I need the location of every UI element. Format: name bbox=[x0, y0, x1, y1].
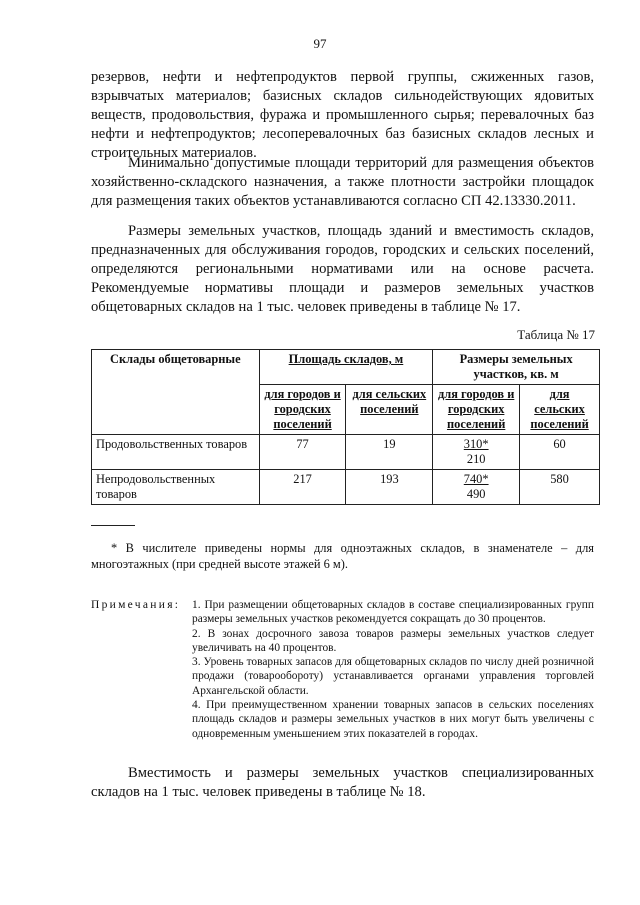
subheader-land-city bbox=[433, 385, 520, 435]
footnote: * В числителе приведены нормы для одноэтажных складов, в знаменателе – для многоэтажных (при средней высоте этажей 6 м). bbox=[91, 541, 594, 571]
page-number: 97 bbox=[313, 36, 327, 51]
paragraph-min-areas bbox=[91, 154, 594, 211]
header-warehouses: Склады общетоварные bbox=[92, 350, 260, 435]
cell-land-rural: 60 bbox=[520, 435, 600, 470]
paragraph-text: резервов, нефти и нефтепродуктов первой группы, сжиженных газов, взрывчатых материалов; базисных складов сильнодействующих ядовитых веществ, продовольствия, фуража и промышленного сырья; перевалочных баз нефти и нефтепродуктов; лесоперевалочных баз базисных складов лесных и строительных материалов. bbox=[91, 69, 594, 161]
fraction-numerator: 740* bbox=[463, 472, 489, 486]
table-header-row bbox=[92, 350, 600, 385]
header-area-text: Площадь складов, м bbox=[288, 352, 404, 366]
paragraph-sizes bbox=[91, 222, 594, 317]
cell-area-rural: 193 bbox=[346, 470, 433, 505]
fraction-denominator: 210 bbox=[466, 452, 486, 466]
subheader-text: для сельских поселений bbox=[530, 387, 589, 431]
note-item: 1. При размещении общетоварных складов в составе специализированных групп размеры земельных участков рекомендуется сокращать до 30 процентов. bbox=[192, 599, 594, 626]
header-land: Размеры земельных участков, кв. м bbox=[433, 350, 600, 385]
notes-label: Примечания: bbox=[91, 599, 181, 611]
cell-land-city bbox=[433, 470, 520, 505]
note-item: 2. В зонах досрочного завоза товаров размеры земельных участков следует увеличивать на 40 процентов. bbox=[192, 627, 594, 654]
row-name: Продовольственных товаров bbox=[92, 435, 260, 470]
cell-land-rural: 580 bbox=[520, 470, 600, 505]
subheader-land-rural bbox=[520, 385, 600, 435]
cell-area-city: 77 bbox=[259, 435, 346, 470]
fraction-numerator: 310* bbox=[463, 437, 489, 451]
paragraph-text: Минимально допустимые площади территорий для размещения объектов хозяйственно-складского назначения, а также плотности застройки площадок для размещения таких объектов устанавливаются согласно СП 42.13330.2011. bbox=[91, 155, 594, 209]
paragraph-final bbox=[91, 764, 594, 802]
table-row bbox=[92, 435, 600, 470]
header-area bbox=[259, 350, 433, 385]
warehouse-norms-table bbox=[91, 349, 600, 505]
subheader-area-city bbox=[259, 385, 346, 435]
paragraph-text: Вместимость и размеры земельных участков специализированных складов на 1 тыс. человек приведены в таблице № 18. bbox=[91, 765, 594, 800]
subheader-text: для городов и городских поселений bbox=[264, 387, 341, 431]
note-item: 3. Уровень товарных запасов для общетоварных складов по числу дней розничной продажи (товарообороту) устанавливается органами управления торговлей Архангельской области. bbox=[192, 656, 594, 697]
subheader-area-rural bbox=[346, 385, 433, 435]
paragraph-text: Размеры земельных участков, площадь зданий и вместимость складов, предназначенных для обслуживания городов, городских и сельских поселений, определяются региональными нормативами или на основе расчета. Рекомендуемые нормативы площади и размеров земельных участков общетоварных складов на 1 тыс. человек приведены в таблице № 17. bbox=[91, 223, 594, 315]
note-item: 4. При преимущественном хранении товарных запасов в сельских поселениях площадь складов и размеры земельных участков в них могут быть увеличены с одновременным уменьшением этих показателей в городах. bbox=[192, 699, 594, 740]
table-caption: Таблица № 17 bbox=[517, 327, 595, 342]
subheader-text: для городов и городских поселений bbox=[437, 387, 515, 431]
paragraph-continuation bbox=[91, 68, 594, 163]
subheader-text: для сельских поселений bbox=[352, 387, 427, 416]
row-name: Непродовольственных товаров bbox=[92, 470, 260, 505]
footnote-divider bbox=[91, 525, 135, 526]
fraction-denominator: 490 bbox=[466, 487, 486, 501]
notes-list bbox=[192, 598, 594, 741]
cell-area-city: 217 bbox=[259, 470, 346, 505]
cell-area-rural: 19 bbox=[346, 435, 433, 470]
table-row bbox=[92, 470, 600, 505]
cell-land-city bbox=[433, 435, 520, 470]
